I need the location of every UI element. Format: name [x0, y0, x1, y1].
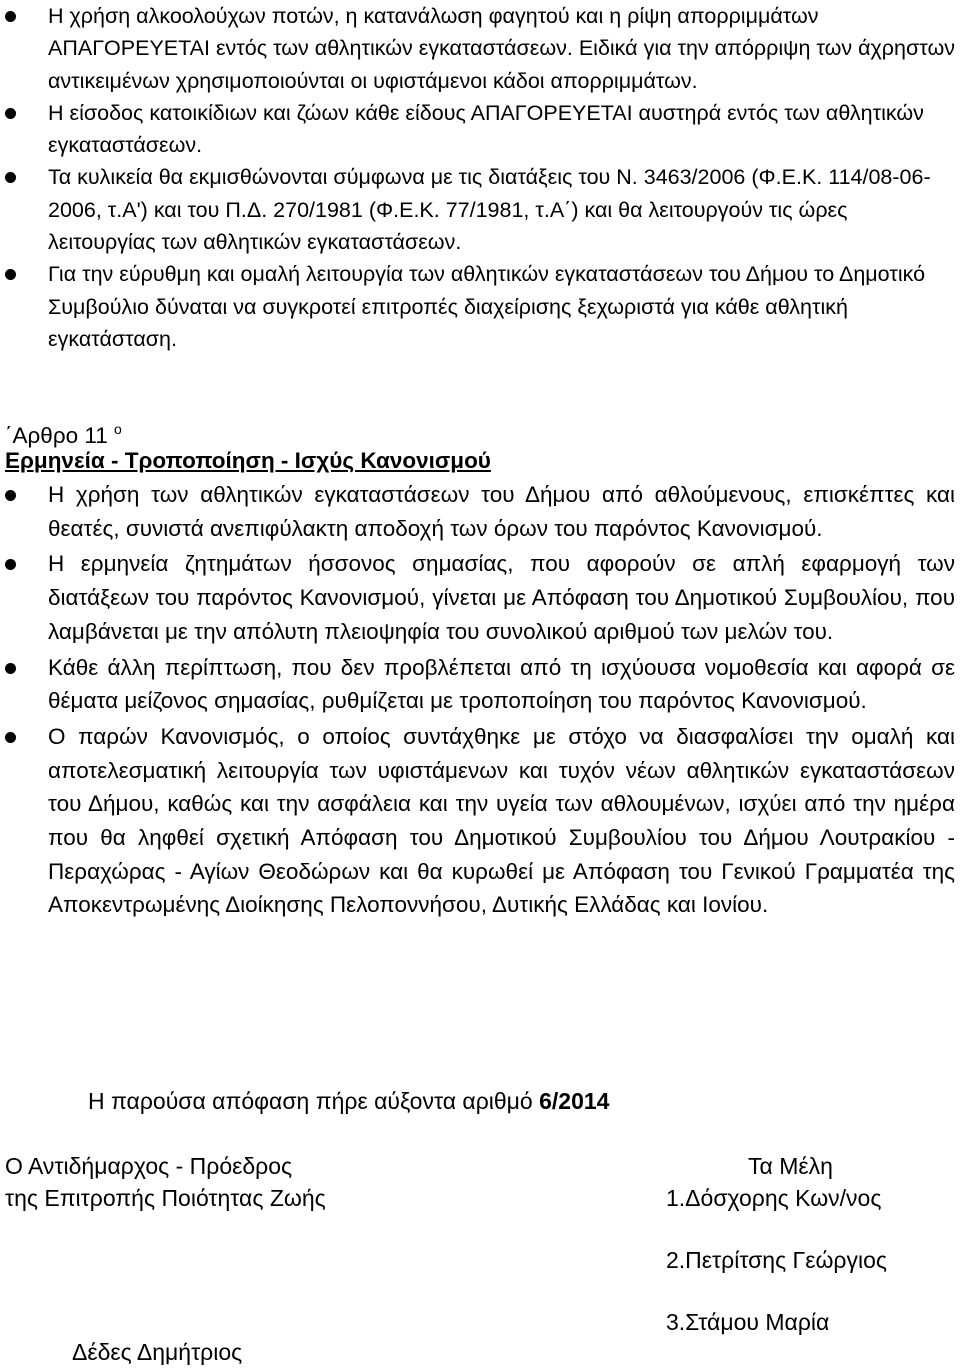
list-item: Τα κυλικεία θα εκμισθώνονται σύμφωνα με τις διατάξεις του Ν. 3463/2006 (Φ.Ε.Κ. 114/08-06-2006, τ.Α') και του Π.Δ. 270/1981 (Φ.Ε.Κ. 77/1981, τ.Α΄) και θα λειτουργούν τις ώρες λειτουργίας των αθλητικών εγκαταστάσεων. — [0, 161, 955, 258]
member-3: 3.Στάμου Μαρία — [666, 1309, 830, 1335]
article-title: Ερμηνεία - Τροποποίηση - Ισχύς Κανονισμού — [5, 448, 491, 473]
member-1: 1.Δόσχορης Κων/νος — [666, 1185, 882, 1211]
article-number-superscript: ο — [114, 421, 122, 437]
list-item: Η χρήση των αθλητικών εγκαταστάσεων του Δήμου από αθλούμενους, επισκέπτες και θεατές, συνιστά ανεπιφύλακτη αποδοχή των όρων του παρόντος Κανονισμού. — [0, 478, 955, 545]
list-item: Η χρήση αλκοολούχων ποτών, η κατανάλωση φαγητού και η ρίψη απορριμμάτων ΑΠΑΓΟΡΕΥΕΤΑΙ εντός των αθλητικών εγκαταστάσεων. Ειδικά για την απόρριψη των άχρηστων αντικειμένων χρησιμοποιούνται οι υφιστάμενοι κάδοι απορριμμάτων. — [0, 0, 955, 97]
signature-left-title-line2: της Επιτροπής Ποιότητας Ζωής — [5, 1185, 326, 1211]
list-item: Κάθε άλλη περίπτωση, που δεν προβλέπεται από τη ισχύουσα νομοθεσία και αφορά σε θέματα μείζονος σημασίας, ρυθμίζεται με τροποποίηση του παρόντος Κανονισμού. — [0, 651, 955, 718]
signature-left-name: Δέδες Δημήτριος — [72, 1339, 243, 1365]
list-item: Η ερμηνεία ζητημάτων ήσσονος σημασίας, που αφορούν σε απλή εφαρμογή των διατάξεων του παρόντος Κανονισμού, γίνεται με Απόφαση του Δημοτικού Συμβουλίου, που λαμβάνεται με την απόλυτη πλειοψηφία του συνολικού αριθμού των μελών του. — [0, 547, 955, 648]
member-2: 2.Πετρίτσης Γεώργιος — [666, 1247, 887, 1273]
article-number-text: ΄Αρθρο 11 — [5, 423, 108, 448]
decision-statement — [88, 1086, 609, 1116]
bullet-list-article-11 — [0, 478, 955, 924]
signature-left-title-line1: Ο Αντιδήμαρχος - Πρόεδρος — [5, 1153, 293, 1179]
list-item: Η είσοδος κατοικίδιων και ζώων κάθε είδους ΑΠΑΓΟΡΕΥΕΤΑΙ αυστηρά εντός των αθλητικών εγκαταστάσεων. — [0, 97, 955, 162]
decision-number: 6/2014 — [539, 1088, 610, 1114]
decision-text: Η παρούσα απόφαση πήρε αύξοντα αριθμό — [88, 1088, 540, 1114]
list-item: Ο παρών Κανονισμός, ο οποίος συντάχθηκε με στόχο να διασφαλίσει την ομαλή και αποτελεσματική λειτουργία των υφιστάμενων και τυχόν νέων αθλητικών εγκαταστάσεων του Δήμου, καθώς και την ασφάλεια και την υγεία των αθλουμένων, ισχύει από την ημέρα που θα ληφθεί σχετική Απόφαση του Δημοτικού Συμβουλίου του Δήμου Λουτρακίου - Περαχώρας - Αγίων Θεοδώρων και θα κυρωθεί με Απόφαση του Γενικού Γραμματέα της Αποκεντρωμένης Διοίκησης Πελοποννήσου, Δυτικής Ελλάδας και Ιονίου. — [0, 720, 955, 922]
list-item: Για την εύρυθμη και ομαλή λειτουργία των αθλητικών εγκαταστάσεων του Δήμου το Δημοτικό Συμβούλιο δύναται να συγκροτεί επιτροπές διαχείρισης ξεχωριστά για κάθε αθλητική εγκατάσταση. — [0, 258, 955, 355]
bullet-list-regulations — [0, 0, 955, 355]
signature-right-title: Τα Μέλη — [748, 1153, 833, 1179]
